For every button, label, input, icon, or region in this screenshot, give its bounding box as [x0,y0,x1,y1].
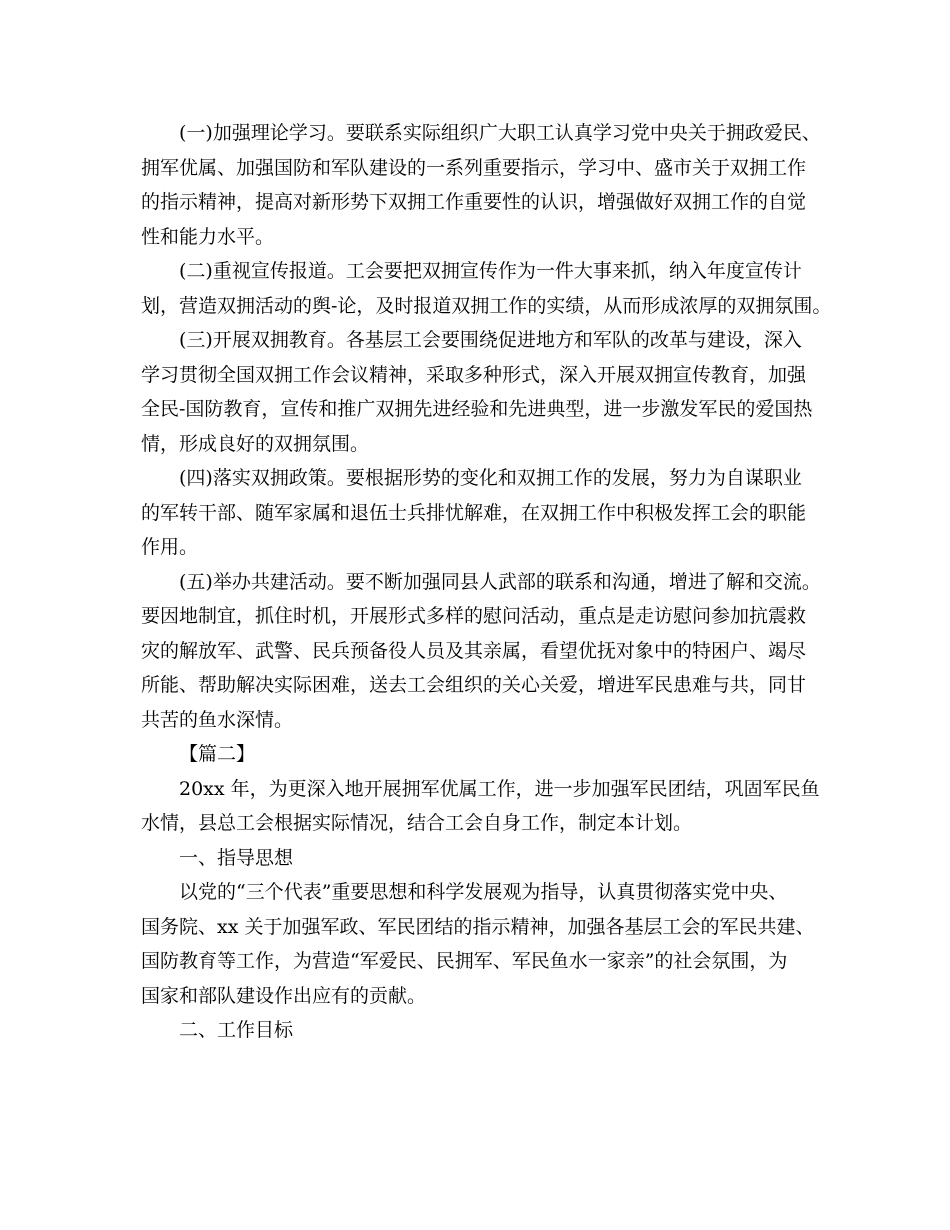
text-line: (二)重视宣传报道。工会要把双拥宣传作为一件大事来抓，纳入年度宣传计 [179,260,802,282]
text-line: 水情，县总工会根据实际情况，结合工会自身工作，制定本计划。 [141,812,693,834]
text-line: 国家和部队建设作出应有的贡献。 [141,984,427,1007]
text-line: 要因地制宜，抓住时机，开展形式多样的慰问活动，重点是走访慰问参加抗震救 [141,605,807,627]
text-line: 20xx 年，为更深入地开展拥军优属工作，进一步加强军民团结，巩固军民鱼 [179,777,820,800]
text-line: 所能、帮助解决实际困难，送去工会组织的关心关爱，增进军民患难与共，同甘 [141,674,807,696]
text-line: 全民-国防教育，宣传和推广双拥先进经验和先进典型，进一步激发军民的爱国热 [141,398,813,420]
text-line: 二、工作目标 [179,1019,294,1041]
text-line: (三)开展双拥教育。各基层工会要围绕促进地方和军队的改革与建设，深入 [179,329,802,351]
text-line: (五)举办共建活动。要不断加强同县人武部的联系和沟通，增进了解和交流。 [179,570,821,593]
text-line: 拥军优属、加强国防和军队建设的一系列重要指示，学习中、盛市关于双拥工作 [141,156,807,179]
text-line: 划，营造双拥活动的舆-论，及时报道双拥工作的实绩，从而形成浓厚的双拥氛围。 [141,294,832,317]
text-line: 情，形成良好的双拥氛围。 [141,432,370,455]
text-line: 的指示精神，提高对新形势下双拥工作重要性的认识，增强做好双拥工作的自觉 [141,191,807,213]
text-line: 灾的解放军、武警、民兵预备役人员及其亲属，看望优抚对象中的特困户、竭尽 [141,639,807,662]
text-line: 学习贯彻全国双拥工作会议精神，采取多种形式，深入开展双拥宣传教育，加强 [141,363,807,386]
text-line: (一)加强理论学习。要联系实际组织广大职工认真学习党中央关于拥政爱民、 [179,122,821,144]
text-line: (四)落实双拥政策。要根据形势的变化和双拥工作的发展，努力为自谋职业 [179,467,802,489]
text-line: 一、指导思想 [179,846,294,869]
text-line: 性和能力水平。 [141,225,275,248]
text-line: 作用。 [141,536,199,558]
text-line: 以党的“三个代表”重要思想和科学发展观为指导，认真贯彻落实党中央、 [179,881,788,903]
text-line: 国务院、xx 关于加强军政、军民团结的指示精神，加强各基层工会的军民共建、 [141,915,815,938]
text-line: 【篇二】 [179,743,256,765]
text-line: 的军转干部、随军家属和退伍士兵排忧解难，在双拥工作中积极发挥工会的职能 [141,501,807,524]
text-line: 共苦的鱼水深情。 [141,708,294,731]
document-body [141,116,832,1048]
text-line: 国防教育等工作，为营造“军爱民、民拥军、军民鱼水一家亲”的社会氛围，为 [141,950,788,972]
